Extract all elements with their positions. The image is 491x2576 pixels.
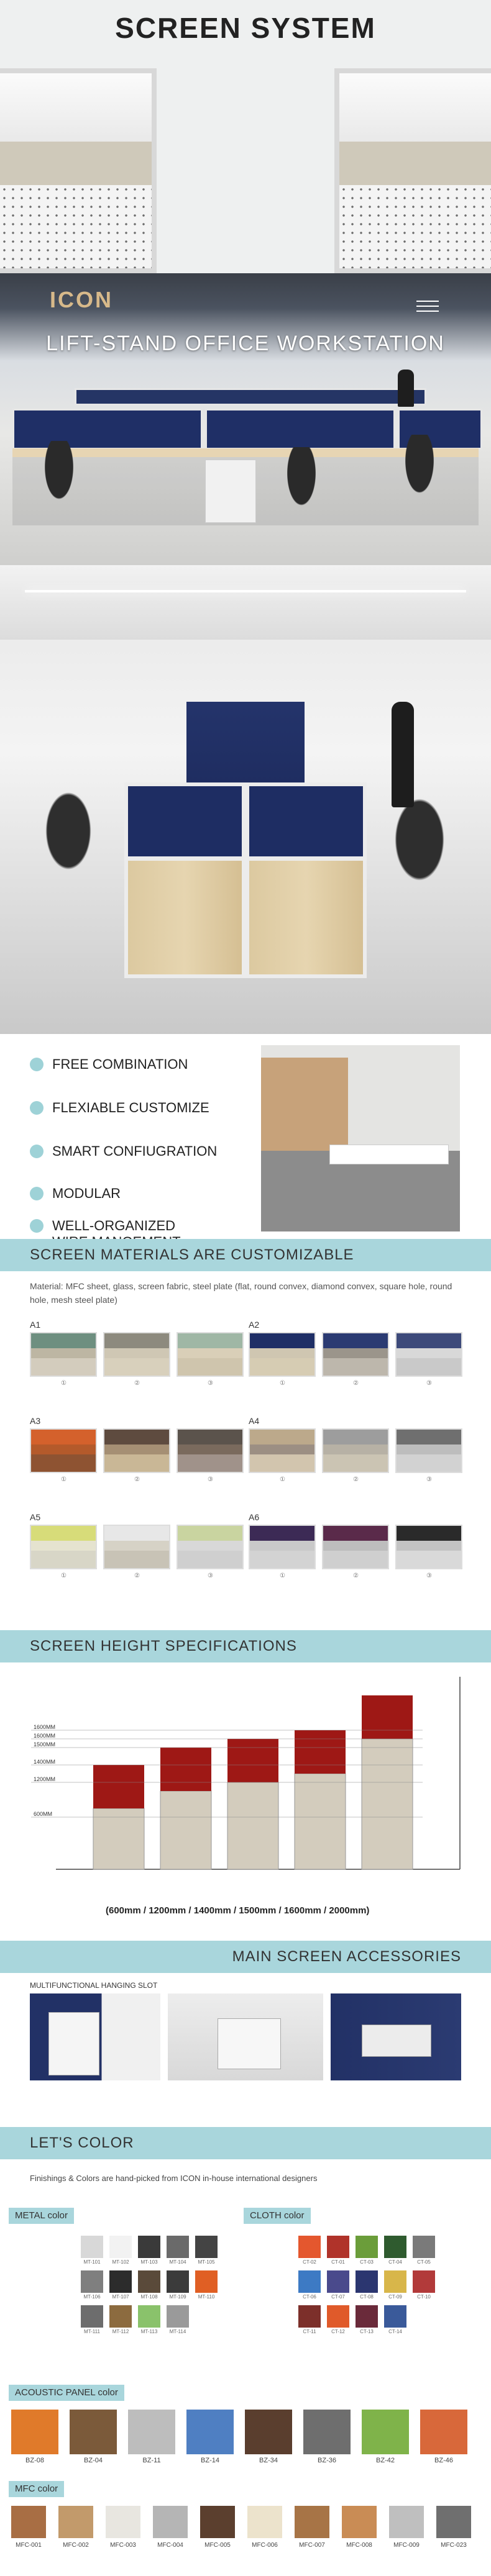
screen-panel-blue-left: [124, 782, 246, 860]
height-bar-2000mm: [362, 1695, 413, 1739]
cloth-color-swatch[interactable]: [327, 2236, 349, 2258]
height-bar-base: [362, 1739, 413, 1869]
mfc-color-swatch[interactable]: [436, 2506, 471, 2538]
screen-panel-wood-left: [124, 857, 246, 978]
mfc-color-code: MFC-006: [252, 2542, 278, 2549]
mfc-color-swatch[interactable]: [11, 2506, 46, 2538]
hanging-tray: [329, 1145, 449, 1164]
bullet-dot-icon: [30, 1219, 44, 1233]
swatch-number: ②: [134, 1380, 140, 1387]
material-swatch[interactable]: [30, 1525, 97, 1569]
acoustic-color-code: BZ-08: [25, 2457, 44, 2464]
swatch-number: ③: [208, 1380, 213, 1387]
wood-shelf: [261, 1058, 348, 1151]
office-chair: [37, 441, 81, 515]
swatch-number: ②: [134, 1572, 140, 1579]
mfc-color-swatch[interactable]: [389, 2506, 424, 2538]
cloth-color-swatch[interactable]: [298, 2305, 321, 2328]
material-swatch[interactable]: [249, 1525, 316, 1569]
metal-color-code: MT-102: [112, 2259, 129, 2265]
bullet-dot-icon: [30, 1187, 44, 1200]
mfc-color-code: MFC-003: [110, 2542, 136, 2549]
cloth-color-code: CT-13: [360, 2329, 374, 2334]
office-chair: [379, 795, 460, 907]
acoustic-color-swatch[interactable]: [245, 2410, 292, 2454]
metal-color-code: MT-113: [140, 2329, 158, 2334]
swatch-number: ③: [208, 1572, 213, 1579]
metal-color-code: MT-107: [112, 2294, 129, 2300]
accessories-band: MAIN SCREEN ACCESSORIES: [0, 1941, 491, 1973]
metal-color-swatch[interactable]: [81, 2270, 103, 2293]
cloth-color-code: CT-07: [331, 2294, 345, 2300]
office-banner: [0, 273, 491, 565]
feature-item: SMART CONFIUGRATION: [30, 1143, 217, 1159]
cloth-color-swatch[interactable]: [356, 2305, 378, 2328]
height-level-label: 1200MM: [34, 1776, 56, 1782]
height-level-label: 1400MM: [34, 1759, 56, 1765]
metal-color-swatch[interactable]: [138, 2270, 160, 2293]
swatch-number: ②: [353, 1380, 359, 1387]
monitor-arm-shelf: [362, 2025, 431, 2057]
metal-color-code: MT-108: [140, 2294, 158, 2300]
metal-color-code: MT-110: [198, 2294, 215, 2300]
cloth-color-swatch[interactable]: [413, 2270, 435, 2293]
cloth-color-code: CT-10: [417, 2294, 431, 2300]
material-swatch[interactable]: [322, 1525, 389, 1569]
drawer-cabinet: [205, 460, 256, 523]
metal-color-code: MT-112: [112, 2329, 129, 2334]
acoustic-color-swatch[interactable]: [70, 2410, 117, 2454]
metal-color-swatch[interactable]: [195, 2270, 218, 2293]
height-bar-base: [160, 1791, 211, 1869]
metal-color-code: MT-104: [169, 2259, 186, 2265]
height-level-label: 600MM: [34, 1811, 53, 1817]
acoustic-color-code: BZ-04: [84, 2457, 103, 2464]
material-swatch[interactable]: [30, 1428, 97, 1473]
material-swatch[interactable]: [103, 1332, 170, 1377]
height-bar-base: [295, 1774, 346, 1869]
metal-color-code: MT-101: [83, 2259, 101, 2265]
material-group-label: A5: [30, 1512, 41, 1522]
cloth-color-code: CT-02: [303, 2259, 316, 2265]
acoustic-color-swatch[interactable]: [186, 2410, 234, 2454]
material-swatch[interactable]: [395, 1525, 462, 1569]
office-chair: [398, 435, 441, 509]
material-swatch[interactable]: [322, 1428, 389, 1473]
heights-band: SCREEN HEIGHT SPECIFICATIONS: [0, 1630, 491, 1662]
metal-color-swatch[interactable]: [167, 2236, 189, 2258]
bullet-dot-icon: [30, 1145, 44, 1158]
metal-color-code: MT-114: [169, 2329, 186, 2334]
mfc-color-swatch[interactable]: [58, 2506, 93, 2538]
height-level-label: 1500MM: [34, 1741, 56, 1748]
metal-color-swatch[interactable]: [81, 2236, 103, 2258]
acoustic-color-swatch[interactable]: [420, 2410, 467, 2454]
cloth-color-code: CT-06: [303, 2294, 316, 2300]
material-swatch[interactable]: [30, 1332, 97, 1377]
height-bar-base: [227, 1782, 278, 1869]
person-figure: [398, 370, 414, 407]
mfc-color-swatch[interactable]: [342, 2506, 377, 2538]
swatch-number: ①: [61, 1476, 67, 1483]
swatch-number: ②: [134, 1476, 140, 1483]
cloth-color-swatch[interactable]: [356, 2270, 378, 2293]
material-swatch[interactable]: [103, 1525, 170, 1569]
mfc-color-swatch[interactable]: [295, 2506, 329, 2538]
hamburger-menu-icon[interactable]: [416, 301, 439, 313]
metal-color-swatch[interactable]: [109, 2305, 132, 2328]
materials-description: Material: MFC sheet, glass, screen fabric, steel plate (flat, round convex, diamond convex, square hole, round hole, mesh steel plate): [30, 1281, 452, 1305]
accessory-photo-1: [30, 1993, 160, 2080]
cloth-color-code: CT-11: [303, 2329, 316, 2334]
person-walking: [392, 702, 414, 807]
mfc-color-code: MFC-008: [346, 2542, 372, 2549]
mfc-color-code: MFC-009: [393, 2542, 420, 2549]
height-bar-1500mm: [227, 1739, 278, 1782]
height-bar-1400mm: [160, 1748, 211, 1791]
acoustic-color-code: BZ-11: [142, 2457, 161, 2464]
metal-color-swatch[interactable]: [81, 2305, 103, 2328]
acoustic-color-code: BZ-42: [376, 2457, 395, 2464]
cloth-color-swatch[interactable]: [298, 2270, 321, 2293]
metal-color-label: METAL color: [9, 2208, 74, 2224]
metal-color-swatch[interactable]: [167, 2305, 189, 2328]
material-group-label: A6: [249, 1512, 260, 1522]
room-photo: [261, 1045, 460, 1231]
acoustic-color-code: BZ-46: [434, 2457, 453, 2464]
feature-item: FREE COMBINATION: [30, 1056, 188, 1073]
materials-band: SCREEN MATERIALS ARE CUSTOMIZABLE: [0, 1239, 491, 1271]
acoustic-color-code: BZ-34: [259, 2457, 278, 2464]
hanging-slot-label: MULTIFUNCTIONAL HANGING SLOT: [30, 1981, 158, 1990]
mfc-color-swatch[interactable]: [200, 2506, 235, 2538]
material-group-label: A4: [249, 1416, 260, 1426]
swatch-number: ①: [280, 1380, 285, 1387]
mfc-color-label: MFC color: [9, 2481, 64, 2497]
colors-intro: Finishings & Colors are hand-picked from ICON in-house international designers: [30, 2174, 318, 2183]
mfc-color-code: MFC-023: [441, 2542, 467, 2549]
height-chart: [25, 1671, 472, 1900]
cloth-color-swatch[interactable]: [298, 2236, 321, 2258]
brand-logo[interactable]: ICON: [50, 287, 113, 312]
material-swatch[interactable]: [249, 1332, 316, 1377]
cloth-color-swatch[interactable]: [384, 2270, 406, 2293]
material-swatch[interactable]: [103, 1428, 170, 1473]
metal-color-code: MT-106: [83, 2294, 101, 2300]
metal-color-code: MT-109: [169, 2294, 186, 2300]
cloth-color-code: CT-08: [360, 2294, 374, 2300]
hero-title: SCREEN SYSTEM: [115, 12, 376, 44]
metal-color-code: MT-103: [140, 2259, 158, 2265]
mfc-color-code: MFC-002: [63, 2542, 89, 2549]
mfc-color-code: MFC-007: [299, 2542, 325, 2549]
metal-color-code: MT-111: [84, 2329, 100, 2334]
height-level-label: 1600MM: [34, 1724, 56, 1730]
swatch-number: ①: [61, 1572, 67, 1579]
acoustic-color-code: BZ-36: [318, 2457, 336, 2464]
office-chair: [31, 789, 106, 894]
cloth-color-code: CT-03: [360, 2259, 374, 2265]
feature-item: MODULAR: [30, 1186, 121, 1202]
mfc-color-swatch[interactable]: [153, 2506, 188, 2538]
swatch-number: ②: [353, 1476, 359, 1483]
cloth-color-swatch[interactable]: [413, 2236, 435, 2258]
metal-color-swatch[interactable]: [109, 2236, 132, 2258]
metal-color-code: MT-105: [198, 2259, 215, 2265]
mfc-color-code: MFC-004: [157, 2542, 183, 2549]
feature-item: FLEXIABLE CUSTOMIZE: [30, 1100, 209, 1116]
colors-band: LET'S COLOR: [0, 2127, 491, 2159]
material-swatch[interactable]: [249, 1428, 316, 1473]
height-bar-base: [93, 1808, 144, 1869]
accessory-photo-2: [168, 1993, 323, 2080]
cloth-color-code: CT-04: [388, 2259, 402, 2265]
cloth-color-swatch[interactable]: [327, 2270, 349, 2293]
mfc-color-code: MFC-005: [204, 2542, 231, 2549]
cloth-color-code: CT-12: [331, 2329, 345, 2334]
screen-wall-right: [334, 68, 491, 273]
cloth-color-swatch[interactable]: [356, 2236, 378, 2258]
workstation-row-back: [75, 388, 426, 406]
height-bar-1200mm: [93, 1765, 144, 1808]
swatch-number: ①: [280, 1572, 285, 1579]
screen-panel-blue-right: [246, 782, 367, 860]
screen-panel-wood-right: [246, 857, 367, 978]
cloth-color-label: CLOTH color: [244, 2208, 311, 2224]
cloth-color-code: CT-01: [331, 2259, 345, 2265]
features-section: [0, 1034, 491, 1239]
swatch-number: ③: [426, 1572, 432, 1579]
acoustic-color-swatch[interactable]: [11, 2410, 58, 2454]
office-chair: [280, 447, 323, 522]
height-bar-1600mm: [295, 1730, 346, 1774]
file-holder: [48, 2012, 99, 2075]
mfc-color-code: MFC-001: [16, 2542, 42, 2549]
material-group-label: A1: [30, 1320, 41, 1330]
metal-color-swatch[interactable]: [109, 2270, 132, 2293]
metal-color-swatch[interactable]: [138, 2236, 160, 2258]
cloth-color-swatch[interactable]: [384, 2305, 406, 2328]
mfc-color-swatch[interactable]: [106, 2506, 140, 2538]
workstation-panel-center: [205, 409, 395, 450]
office-subtitle: LIFT-STAND OFFICE WORKSTATION: [46, 332, 445, 355]
material-group-label: A3: [30, 1416, 41, 1426]
accessory-photo-3: [331, 1993, 461, 2080]
acoustic-color-label: ACOUSTIC PANEL color: [9, 2385, 124, 2401]
bullet-dot-icon: [30, 1058, 44, 1071]
acoustic-color-swatch[interactable]: [303, 2410, 351, 2454]
swatch-number: ①: [280, 1476, 285, 1483]
swatch-number: ①: [61, 1380, 67, 1387]
swatch-number: ③: [426, 1380, 432, 1387]
material-swatch[interactable]: [322, 1332, 389, 1377]
material-group-label: A2: [249, 1320, 260, 1330]
bullet-dot-icon: [30, 1101, 44, 1115]
material-swatch[interactable]: [177, 1332, 244, 1377]
screen-wall-left: [0, 68, 157, 273]
height-level-label: 1600MM: [34, 1733, 56, 1739]
swatch-number: ②: [353, 1572, 359, 1579]
material-swatch[interactable]: [395, 1428, 462, 1473]
height-caption: (600mm / 1200mm / 1400mm / 1500mm / 1600mm / 2000mm): [106, 1905, 370, 1916]
cloth-color-swatch[interactable]: [384, 2236, 406, 2258]
material-swatch[interactable]: [177, 1428, 244, 1473]
acoustic-color-code: BZ-14: [201, 2457, 219, 2464]
shelf-tray: [218, 2018, 281, 2069]
material-swatch[interactable]: [177, 1525, 244, 1569]
cloth-color-code: CT-14: [388, 2329, 402, 2334]
acoustic-color-swatch[interactable]: [362, 2410, 409, 2454]
cloth-color-swatch[interactable]: [327, 2305, 349, 2328]
metal-color-swatch[interactable]: [195, 2236, 218, 2258]
metal-color-swatch[interactable]: [167, 2270, 189, 2293]
swatch-number: ③: [208, 1476, 213, 1483]
hero-section: [0, 0, 491, 273]
material-swatch[interactable]: [395, 1332, 462, 1377]
mfc-color-swatch[interactable]: [247, 2506, 282, 2538]
metal-color-swatch[interactable]: [138, 2305, 160, 2328]
ceiling-light: [25, 590, 466, 592]
cloth-color-code: CT-05: [417, 2259, 431, 2265]
feature-item: WELL-ORGANIZED: [30, 1218, 181, 1250]
acoustic-color-swatch[interactable]: [128, 2410, 175, 2454]
cloth-color-code: CT-09: [388, 2294, 402, 2300]
office-photo: [0, 565, 491, 1034]
swatch-number: ③: [426, 1476, 432, 1483]
ceiling: [0, 565, 491, 640]
